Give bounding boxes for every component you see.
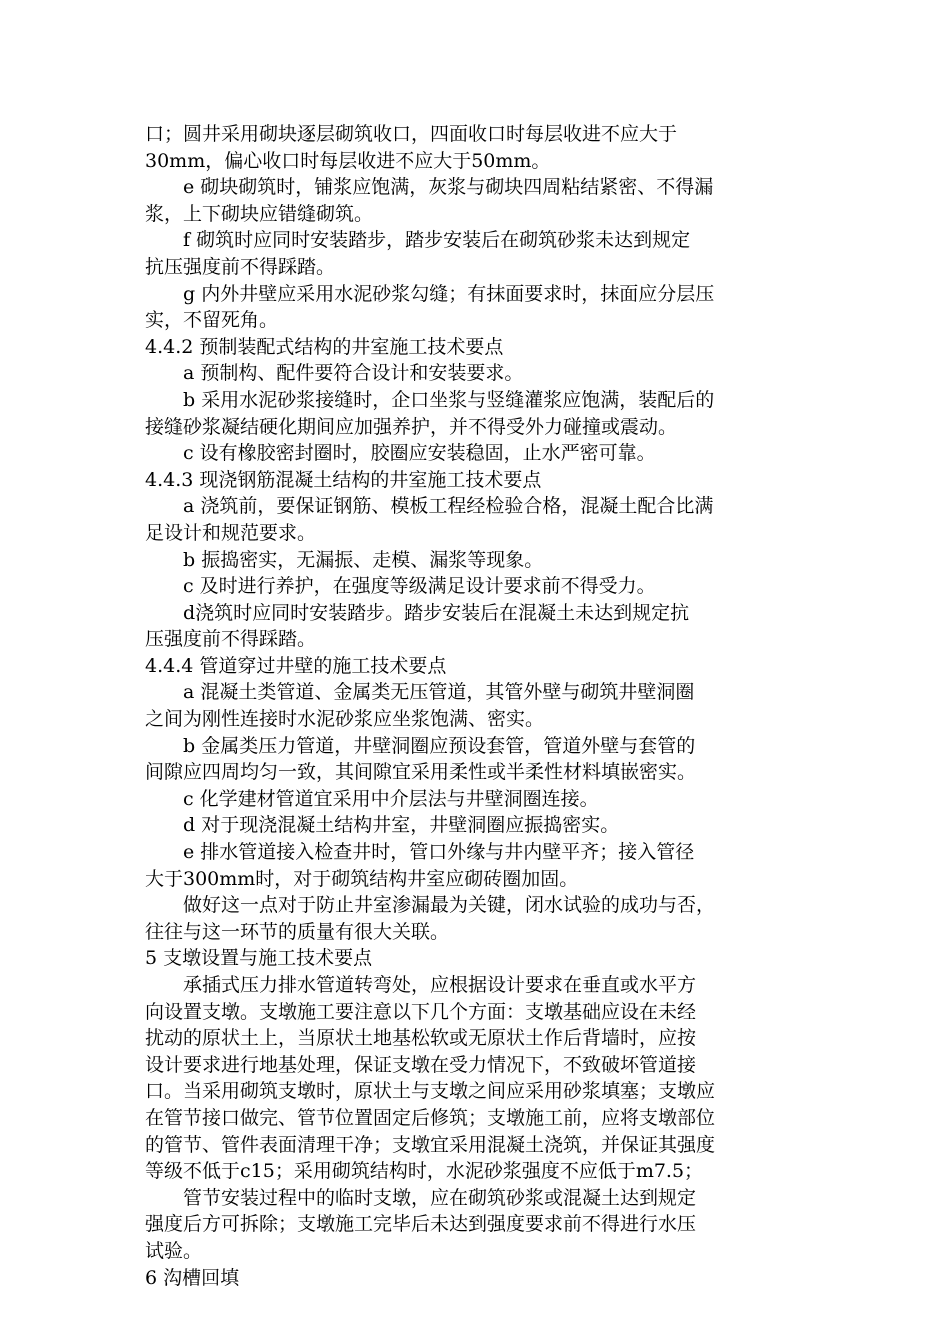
text-line: 实，不留死角。 xyxy=(145,309,279,332)
list-item-b: b 采用水泥砂浆接缝时，企口坐浆与竖缝灌浆应饱满，装配后的 xyxy=(183,388,715,411)
text-line: 扰动的原状土上，当原状土地基松软或无原状土作后背墙时，应按 xyxy=(145,1027,697,1050)
text-line: 足设计和规范要求。 xyxy=(145,521,317,544)
document-body xyxy=(145,121,805,1291)
paragraph: 管节安装过程中的临时支墩，应在砌筑砂浆或混凝土达到规定 xyxy=(183,1186,697,1209)
list-item-d: d 对于现浇混凝土结构井室，井壁洞圈应振捣密实。 xyxy=(183,814,620,837)
text-line: 试验。 xyxy=(145,1239,203,1262)
list-item-a: a 浇筑前，要保证钢筋、模板工程经检验合格，混凝土配合比满 xyxy=(183,495,714,518)
text-line: 压强度前不得踩踏。 xyxy=(145,628,317,651)
text-line: 大于300mm时，对于砌筑结构井室应砌砖圈加固。 xyxy=(145,867,579,890)
list-item-a: a 混凝土类管道、金属类无压管道，其管外壁与砌筑井壁洞圈 xyxy=(183,681,695,704)
text-line: 向设置支墩。支墩施工要注意以下几个方面：支墩基础应设在未经 xyxy=(145,1000,697,1023)
text-line: 在管节接口做完、管节位置固定后修筑；支墩施工前，应将支墩部位 xyxy=(145,1106,716,1129)
paragraph: 做好这一点对于防止井室渗漏最为关键，闭水试验的成功与否， xyxy=(183,894,716,917)
text-line: 接缝砂浆凝结硬化期间应加强养护，并不得受外力碰撞或震动。 xyxy=(145,415,678,438)
text-line: 强度后方可拆除；支墩施工完毕后未达到强度要求前不得进行水压 xyxy=(145,1213,697,1236)
section-heading-6: 6 沟槽回填 xyxy=(145,1266,240,1289)
text-line: 间隙应四周均匀一致，其间隙宜采用柔性或半柔性材料填嵌密实。 xyxy=(145,761,697,784)
list-item-c: c 设有橡胶密封圈时，胶圈应安装稳固，止水严密可靠。 xyxy=(183,442,656,465)
text-line: 30mm，偏心收口时每层收进不应大于50mm。 xyxy=(145,149,551,172)
list-item-b: b 振捣密实，无漏振、走模、漏浆等现象。 xyxy=(183,548,544,571)
text-line: 口；圆井采用砌块逐层砌筑收口，四面收口时每层收进不应大于 xyxy=(145,123,678,145)
list-item-g: g 内外井壁应采用水泥砂浆勾缝；有抹面要求时，抹面应分层压 xyxy=(183,282,715,305)
paragraph: 承插式压力排水管道转弯处，应根据设计要求在垂直或水平方 xyxy=(183,974,697,996)
section-heading-4-4-2: 4.4.2 预制装配式结构的井室施工技术要点 xyxy=(145,335,504,358)
list-item-a: a 预制构、配件要符合设计和安装要求。 xyxy=(183,362,524,385)
section-heading-5: 5 支墩设置与施工技术要点 xyxy=(145,947,373,970)
text-line: 浆，上下砌块应错缝砌筑。 xyxy=(145,202,374,225)
list-item-c: c 化学建材管道宜采用中介层法与井壁洞圈连接。 xyxy=(183,787,599,810)
section-heading-4-4-3: 4.4.3 现浇钢筋混凝土结构的井室施工技术要点 xyxy=(145,468,542,491)
section-heading-4-4-4: 4.4.4 管道穿过井壁的施工技术要点 xyxy=(145,654,447,677)
text-line: 口。当采用砌筑支墩时，原状土与支墩之间应采用砂浆填塞；支墩应 xyxy=(145,1080,716,1103)
list-item-d: d浇筑时应同时安装踏步。踏步安装后在混凝土未达到规定抗 xyxy=(183,601,690,624)
list-item-c: c 及时进行养护，在强度等级满足设计要求前不得受力。 xyxy=(183,575,656,598)
text-line: 抗压强度前不得踩踏。 xyxy=(145,255,336,278)
list-item-e: e 排水管道接入检查井时，管口外缘与井内壁平齐；接入管径 xyxy=(183,841,695,864)
list-item-f: f 砌筑时应同时安装踏步，踏步安装后在砌筑砂浆未达到规定 xyxy=(183,229,691,252)
list-item-e: e 砌块砌筑时，铺浆应饱满，灰浆与砌块四周粘结紧密、不得漏 xyxy=(183,176,714,199)
text-line: 的管节、管件表面清理干净；支墩宜采用混凝土浇筑，并保证其强度 xyxy=(145,1133,716,1156)
text-line: 等级不低于c15；采用砌筑结构时，水泥砂浆强度不应低于m7.5； xyxy=(145,1160,704,1183)
text-line: 之间为刚性连接时水泥砂浆应坐浆饱满、密实。 xyxy=(145,708,545,731)
text-line: 设计要求进行地基处理，保证支墩在受力情况下，不致破坏管道接 xyxy=(145,1053,697,1076)
text-line: 往往与这一环节的质量有很大关联。 xyxy=(145,920,450,943)
list-item-b: b 金属类压力管道，井壁洞圈应预设套管，管道外壁与套管的 xyxy=(183,734,696,757)
